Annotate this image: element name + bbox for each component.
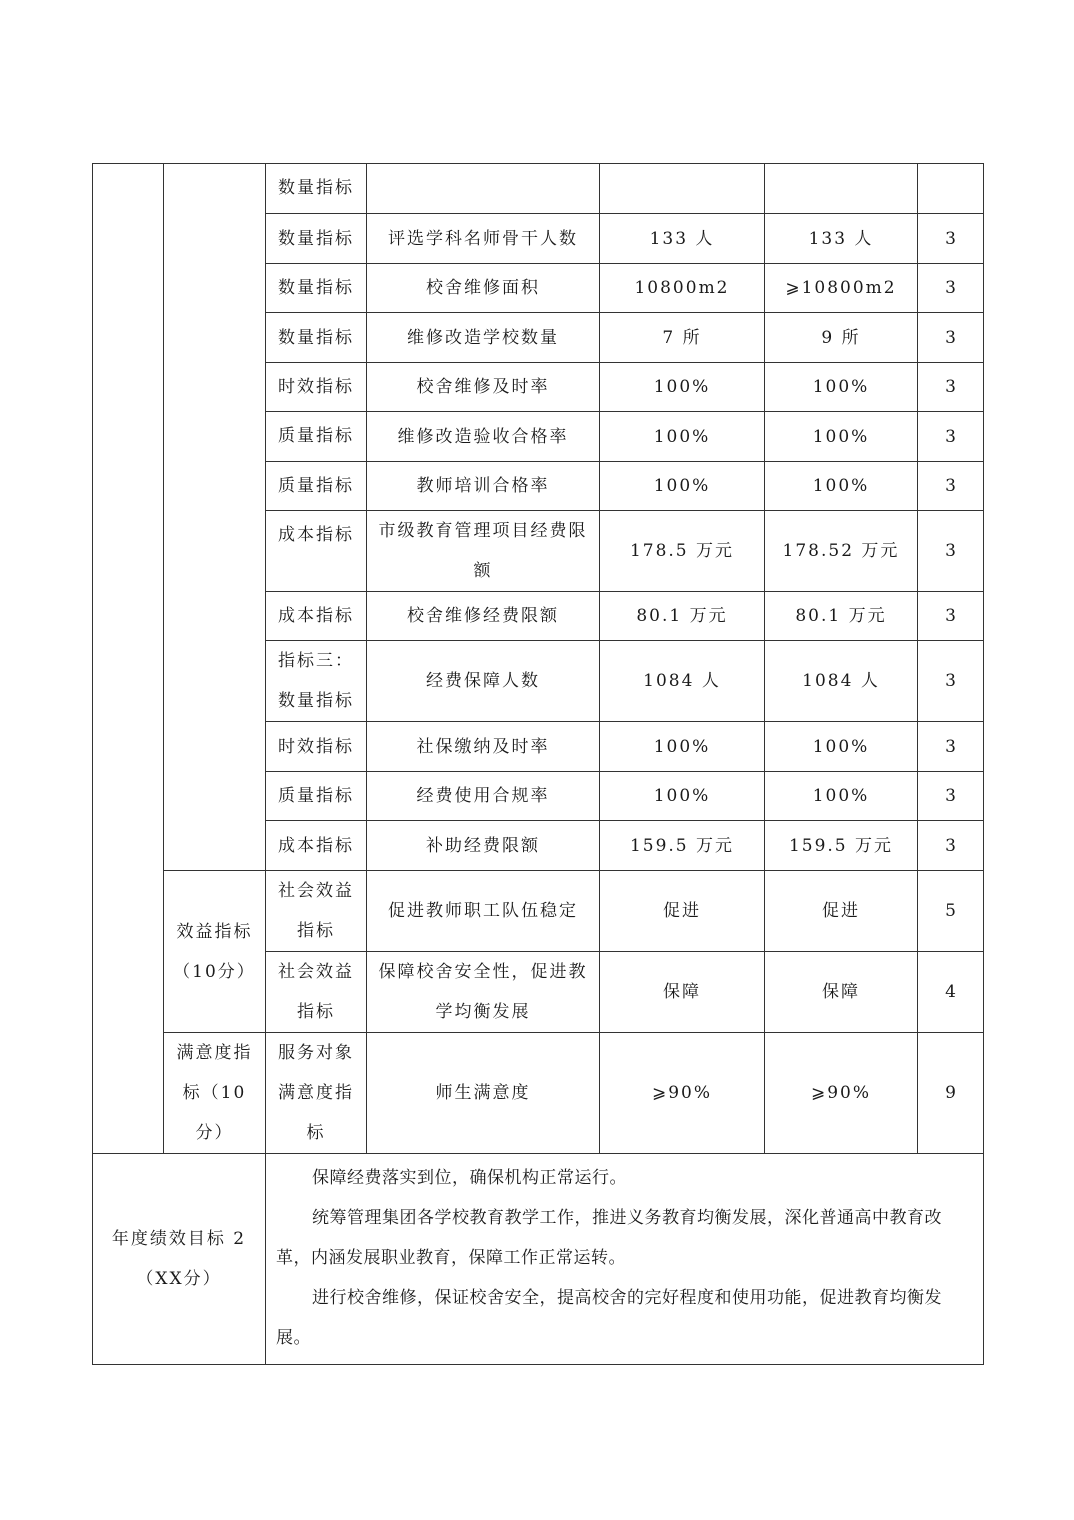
plan-value: 100% xyxy=(600,412,765,462)
indicator-type: 社会效益指标 xyxy=(266,952,367,1033)
actual-value: 100% xyxy=(765,462,918,511)
actual-value: ⩾10800m2 xyxy=(765,264,918,313)
indicator-type: 数量指标 xyxy=(266,214,367,264)
indicator-name: 校舍维修经费限额 xyxy=(367,592,600,641)
goal2-description xyxy=(266,1154,984,1365)
goal2-paragraph: 统筹管理集团各学校教育教学工作，推进义务教育均衡发展，深化普通高中教育改革，内涵发展职业教育，保障工作正常运转。 xyxy=(276,1208,942,1268)
indicator-name: 补助经费限额 xyxy=(367,821,600,871)
actual-value: 133 人 xyxy=(765,214,918,264)
indicator-type: 质量指标 xyxy=(266,462,367,511)
goal2-paragraph: 保障经费落实到位，确保机构正常运行。 xyxy=(312,1168,627,1188)
actual-value: 100% xyxy=(765,772,918,821)
actual-value: ⩾90% xyxy=(765,1033,918,1154)
plan-value: 159.5 万元 xyxy=(600,821,765,871)
actual-value: 159.5 万元 xyxy=(765,821,918,871)
indicator-name xyxy=(367,164,600,214)
score-value: 3 xyxy=(918,772,984,821)
plan-value: 1084 人 xyxy=(600,641,765,722)
plan-value: 133 人 xyxy=(600,214,765,264)
plan-value xyxy=(600,164,765,214)
indicator-type: 成本指标 xyxy=(266,511,367,592)
score-value: 3 xyxy=(918,264,984,313)
actual-value: 100% xyxy=(765,412,918,462)
score-value: 3 xyxy=(918,412,984,462)
goal2-paragraph: 进行校舍维修，保证校舍安全，提高校舍的完好程度和使用功能，促进教育均衡发展。 xyxy=(276,1288,942,1348)
actual-value: 促进 xyxy=(765,871,918,952)
plan-value: 7 所 xyxy=(600,313,765,363)
plan-value: 100% xyxy=(600,462,765,511)
score-value: 3 xyxy=(918,821,984,871)
plan-value: 80.1 万元 xyxy=(600,592,765,641)
indicator-name: 维修改造验收合格率 xyxy=(367,412,600,462)
performance-table xyxy=(92,163,984,1365)
actual-value: 9 所 xyxy=(765,313,918,363)
benefit-category: 效益指标（10分） xyxy=(164,871,266,1033)
indicator-name: 社保缴纳及时率 xyxy=(367,722,600,772)
actual-value: 178.52 万元 xyxy=(765,511,918,592)
indicator-name: 校舍维修及时率 xyxy=(367,363,600,412)
plan-value: 保障 xyxy=(600,952,765,1033)
indicator-type: 成本指标 xyxy=(266,592,367,641)
satisfaction-category: 满意度指标（10分） xyxy=(164,1033,266,1154)
indicator-type: 数量指标 xyxy=(266,264,367,313)
indicator-type: 成本指标 xyxy=(266,821,367,871)
indicator-name: 促进教师职工队伍稳定 xyxy=(367,871,600,952)
score-value: 4 xyxy=(918,952,984,1033)
indicator-type: 质量指标 xyxy=(266,772,367,821)
table-row xyxy=(93,1154,984,1365)
score-value: 3 xyxy=(918,313,984,363)
actual-value: 保障 xyxy=(765,952,918,1033)
plan-value: 100% xyxy=(600,772,765,821)
level1-cell xyxy=(93,164,164,1154)
indicator-type: 时效指标 xyxy=(266,722,367,772)
output-category-cell xyxy=(164,164,266,871)
indicator-name: 市级教育管理项目经费限额 xyxy=(367,511,600,592)
indicator-name: 教师培训合格率 xyxy=(367,462,600,511)
score-value: 3 xyxy=(918,363,984,412)
plan-value: 促进 xyxy=(600,871,765,952)
indicator-type: 服务对象满意度指标 xyxy=(266,1033,367,1154)
plan-value: 178.5 万元 xyxy=(600,511,765,592)
indicator-name: 师生满意度 xyxy=(367,1033,600,1154)
score-value: 3 xyxy=(918,592,984,641)
indicator-type: 质量指标 xyxy=(266,412,367,462)
table-row xyxy=(93,1033,984,1154)
indicator-type: 数量指标 xyxy=(266,164,367,214)
indicator-name: 维修改造学校数量 xyxy=(367,313,600,363)
indicator-type: 数量指标 xyxy=(266,313,367,363)
score-value xyxy=(918,164,984,214)
indicator-name: 评选学科名师骨干人数 xyxy=(367,214,600,264)
score-value: 3 xyxy=(918,462,984,511)
indicator-name: 经费保障人数 xyxy=(367,641,600,722)
actual-value xyxy=(765,164,918,214)
indicator-name: 经费使用合规率 xyxy=(367,772,600,821)
indicator-name: 保障校舍安全性，促进教学均衡发展 xyxy=(367,952,600,1033)
indicator-type: 社会效益指标 xyxy=(266,871,367,952)
score-value: 9 xyxy=(918,1033,984,1154)
plan-value: ⩾90% xyxy=(600,1033,765,1154)
actual-value: 1084 人 xyxy=(765,641,918,722)
score-value: 3 xyxy=(918,722,984,772)
actual-value: 80.1 万元 xyxy=(765,592,918,641)
indicator-name: 校舍维修面积 xyxy=(367,264,600,313)
table-row xyxy=(93,871,984,952)
table-row xyxy=(93,164,984,214)
plan-value: 10800m2 xyxy=(600,264,765,313)
score-value: 5 xyxy=(918,871,984,952)
indicator-type: 指标三：数量指标 xyxy=(266,641,367,722)
score-value: 3 xyxy=(918,511,984,592)
score-value: 3 xyxy=(918,214,984,264)
goal2-label: 年度绩效目标 2（XX分） xyxy=(93,1154,266,1365)
score-value: 3 xyxy=(918,641,984,722)
actual-value: 100% xyxy=(765,363,918,412)
plan-value: 100% xyxy=(600,363,765,412)
plan-value: 100% xyxy=(600,722,765,772)
indicator-type: 时效指标 xyxy=(266,363,367,412)
actual-value: 100% xyxy=(765,722,918,772)
